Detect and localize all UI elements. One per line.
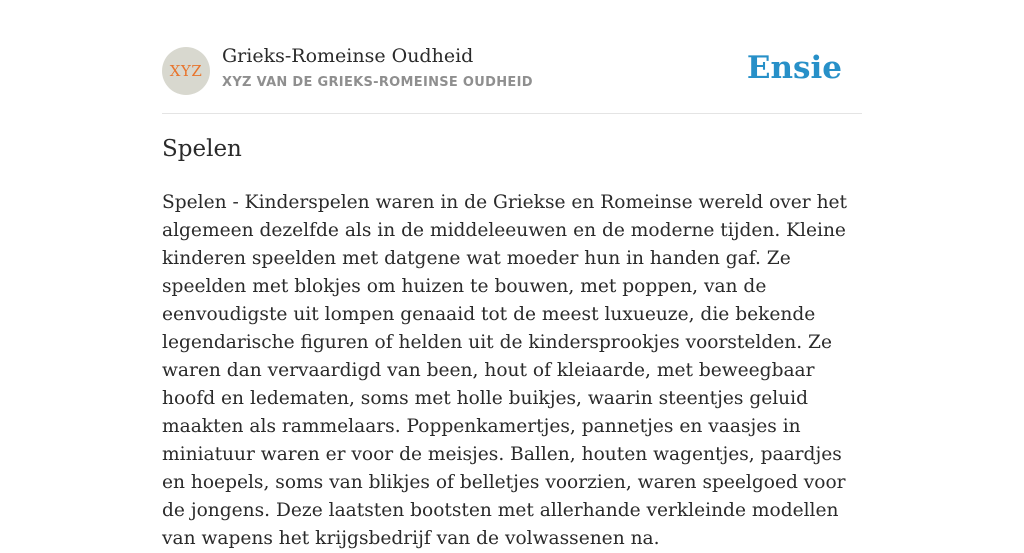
source-title[interactable]: Grieks-Romeinse Oudheid bbox=[222, 45, 474, 67]
avatar-text: XYZ bbox=[169, 62, 203, 80]
entry-title: Spelen bbox=[162, 136, 242, 162]
source-subtitle[interactable]: XYZ VAN DE GRIEKS-ROMEINSE OUDHEID bbox=[222, 75, 533, 90]
ensie-logo-link[interactable]: Ensie bbox=[746, 50, 842, 86]
entry-header bbox=[162, 0, 862, 114]
source-avatar[interactable] bbox=[162, 47, 210, 95]
content-container bbox=[162, 0, 862, 549]
entry-body: Spelen - Kinderspelen waren in de Griekse en Romeinse wereld over het algemeen dezelfde als in de middeleeuwen en de moderne tijden. Kleine kinderen speelden met datgene wat moeder hun in handen gaf. Ze speelden met blokjes om huizen te bouwen, met poppen, van de eenvoudigste uit lompen genaaid tot de meest luxueuze, die bekende legendarische figuren of helden uit de kindersprookjes voorstelden. Ze waren dan vervaardigd van been, hout of kleiaarde, met beweegbaar hoofd en ledematen, soms met holle buikjes, waarin steentjes geluid maakten als rammelaars. Poppenkamertjes, pannetjes en vaasjes in miniatuur waren er voor de meisjes. Ballen, houten wagentjes, paardjes en hoepels, soms van blikjes of belletjes voorzien, waren speelgoed voor de jongens. Deze laatsten bootsten met allerhande verkleinde modellen van wapens het krijgsbedrijf van de volwassenen na. bbox=[162, 192, 848, 549]
